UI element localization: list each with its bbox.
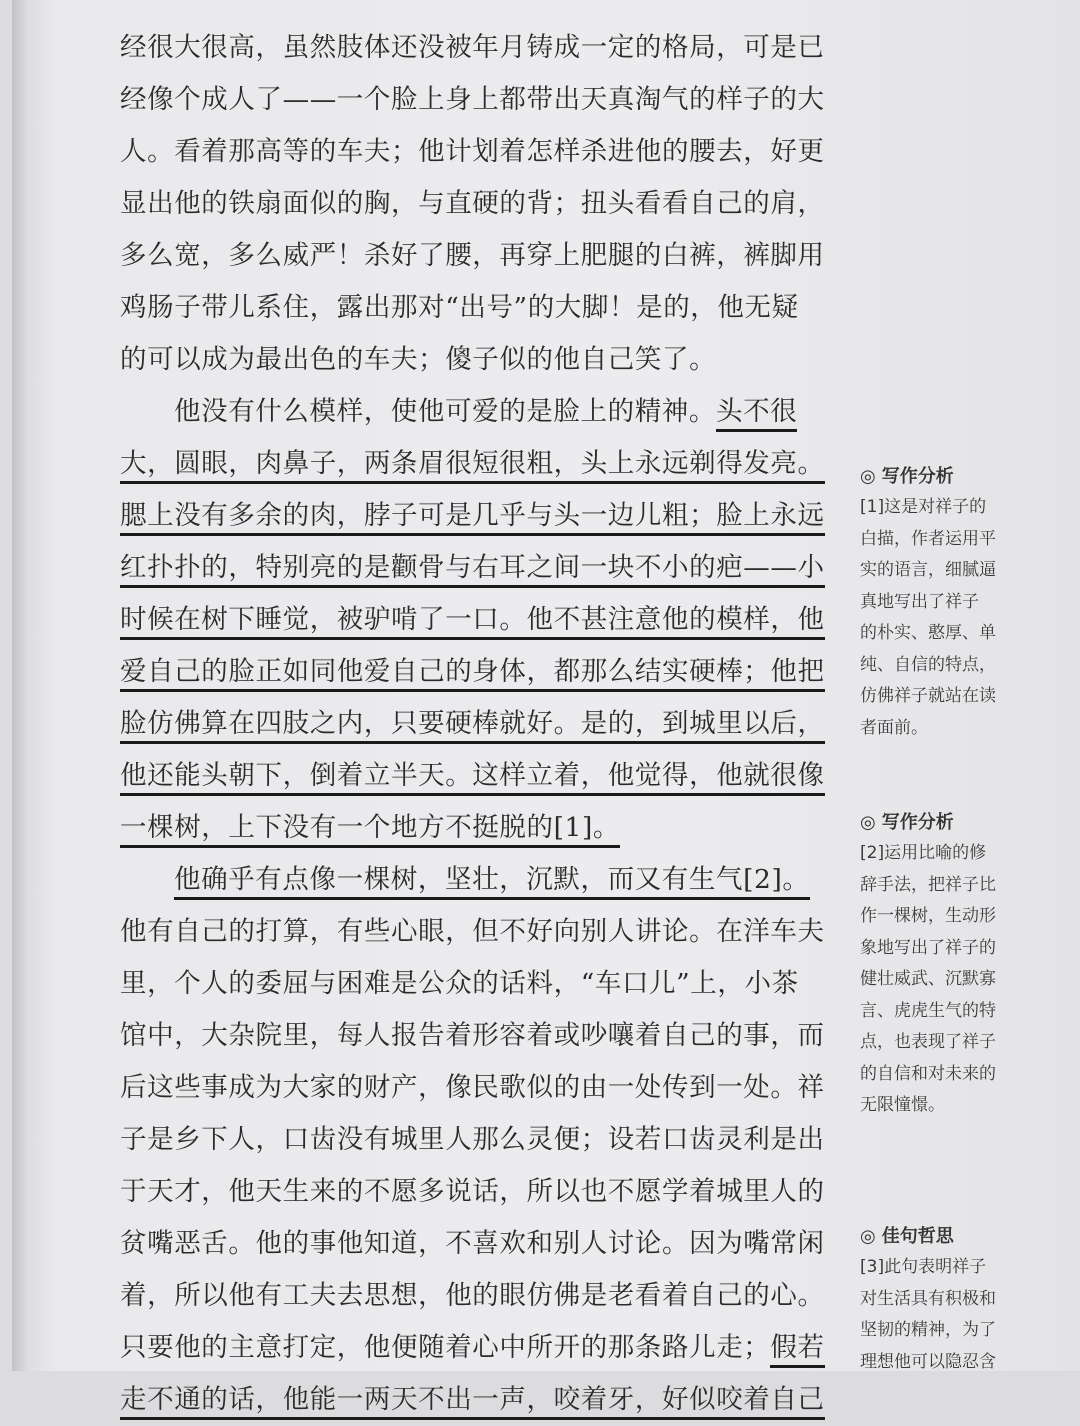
underlined-passage: 时候在树下睡觉，被驴啃了一口。他不甚注意他的模样，他 [120, 604, 825, 640]
text-line-underlined [120, 1374, 836, 1426]
underlined-passage: 红扑扑的，特别亮的是颧骨与右耳之间一块不小的疤——小 [120, 552, 825, 588]
note-line: 实的语言，细腻逼 [860, 560, 996, 580]
underlined-passage: 爱自己的脸正如同他爱自己的身体，都那么结实硬棒；他把 [120, 656, 825, 692]
note-line: 坚韧的精神，为了 [860, 1320, 996, 1340]
underlined-passage: 假若 [770, 1332, 824, 1368]
text-line: 贫嘴恶舌。他的事他知道，不喜欢和别人讨论。因为嘴常闲 [120, 1228, 825, 1259]
text-line: 显出他的铁扇面似的胸，与直硬的背；扭头看看自己的肩， [120, 188, 825, 219]
note-line: [1]这是对祥子的 [860, 497, 987, 517]
text-line: 馆中，大杂院里，每人报告着形容着或吵嚷着自己的事，而 [120, 1020, 825, 1051]
note-line: 者面前。 [860, 717, 928, 738]
circle-mark-icon: ◎ [860, 812, 876, 833]
note-line: 对生活具有积极和 [860, 1288, 996, 1309]
note-line: [2]运用比喻的修 [860, 843, 987, 863]
text-line: 的可以成为最出色的车夫；傻子似的他自己笑了。 [120, 344, 717, 375]
note-line: 纯、自信的特点， [860, 654, 996, 675]
text-line-underlined [120, 646, 836, 698]
text-line: 人。看着那高等的车夫；他计划着怎样杀进他的腰去，好更 [120, 136, 825, 167]
book-spine-shadow [12, 0, 26, 1371]
note-line: 白描，作者运用平 [860, 528, 996, 549]
text-line-underlined [120, 438, 836, 490]
underlined-passage: 他还能头朝下，倒着立半天。这样立着，他觉得，他就很像 [120, 760, 825, 796]
note-line: 象地写出了祥子的 [860, 937, 996, 958]
note-line: 的自信和对未来的 [860, 1063, 996, 1084]
text-line: 于天才，他天生来的不愿多说话，所以也不愿学着城里人的 [120, 1176, 825, 1207]
text-line: 里，个人的委屈与困难是公众的话料，“车口儿”上，小茶 [120, 968, 799, 999]
text-line-underlined [120, 854, 836, 906]
text-line-underlined [120, 490, 836, 542]
text-line-underlined [120, 594, 836, 646]
book-page [12, 0, 1080, 1415]
underlined-passage: 他确乎有点像一棵树，坚壮，沉默，而又有生气[2]。 [174, 864, 810, 900]
circle-mark-icon: ◎ [860, 1226, 876, 1247]
text-line: 后这些事成为大家的财产，像民歌似的由一处传到一处。祥 [120, 1072, 825, 1103]
underlined-passage: 头不很 [716, 396, 797, 432]
note-heading: ◎ 写作分析 [860, 812, 954, 833]
text-line-underlined [120, 542, 836, 594]
underlined-passage: 一棵树，上下没有一个地方不挺脱的[1]。 [120, 812, 620, 848]
margin-note-3 [860, 1222, 1040, 1378]
note-line: 言、虎虎生气的特 [860, 1000, 996, 1021]
note-line: 作一棵树，生动形 [860, 906, 996, 926]
text-line: 只要他的主意打定，他便随着心中所开的那条路儿走；假若 [120, 1322, 836, 1374]
text-line: 鸡肠子带儿系住，露出那对“出号”的大脚！是的，他无疑 [120, 292, 799, 323]
circle-mark-icon: ◎ [860, 466, 876, 487]
note-line: 仿佛祥子就站在读 [860, 686, 996, 706]
margin-note-1 [860, 462, 1040, 744]
note-line: 点，也表现了祥子 [860, 1032, 996, 1052]
text-line: 他有自己的打算，有些心眼，但不好向别人讲论。在洋车夫 [120, 916, 825, 947]
main-text-column [120, 22, 836, 1426]
text-line: 多么宽，多么威严！杀好了腰，再穿上肥腿的白裤，裤脚用 [120, 240, 825, 271]
note-line: 的朴实、憨厚、单 [860, 623, 996, 643]
underlined-passage: 脸仿佛算在四肢之内，只要硬棒就好。是的，到城里以后， [120, 708, 825, 744]
note-line: 真地写出了祥子 [860, 591, 979, 612]
note-line: 理想他可以隐忍含 [860, 1351, 996, 1372]
text-line [120, 386, 836, 438]
underlined-passage: 走不通的话，他能一两天不出一声，咬着牙，好似咬着自己 [120, 1384, 825, 1420]
paragraph-start: 他没有什么模样，使他可爱的是脸上的精神。头不很 [174, 396, 797, 432]
text-line-underlined [120, 802, 836, 854]
margin-note-2 [860, 808, 1040, 1122]
underlined-passage: 大，圆眼，肉鼻子，两条眉很短很粗，头上永远剃得发亮。 [120, 448, 825, 484]
text-line-underlined [120, 750, 836, 802]
underlined-passage: 腮上没有多余的肉，脖子可是几乎与头一边儿粗；脸上永远 [120, 500, 825, 536]
note-line: 辞手法，把祥子比 [860, 874, 996, 895]
text-line: 子是乡下人，口齿没有城里人那么灵便；设若口齿灵利是出 [120, 1124, 825, 1155]
text-line: 经很大很高，虽然肢体还没被年月铸成一定的格局，可是已 [120, 32, 825, 63]
text-line: 经像个成人了——一个脸上身上都带出天真淘气的样子的大 [120, 84, 825, 115]
text-line-underlined [120, 698, 836, 750]
note-heading: ◎ 写作分析 [860, 466, 954, 487]
note-line: [3]此句表明祥子 [860, 1257, 987, 1277]
text-line: 着，所以他有工夫去思想，他的眼仿佛是老看着自己的心。 [120, 1280, 825, 1311]
note-heading: ◎ 佳句哲思 [860, 1226, 954, 1247]
note-line: 无限憧憬。 [860, 1095, 945, 1115]
note-line: 健壮威武、沉默寡 [860, 969, 996, 989]
